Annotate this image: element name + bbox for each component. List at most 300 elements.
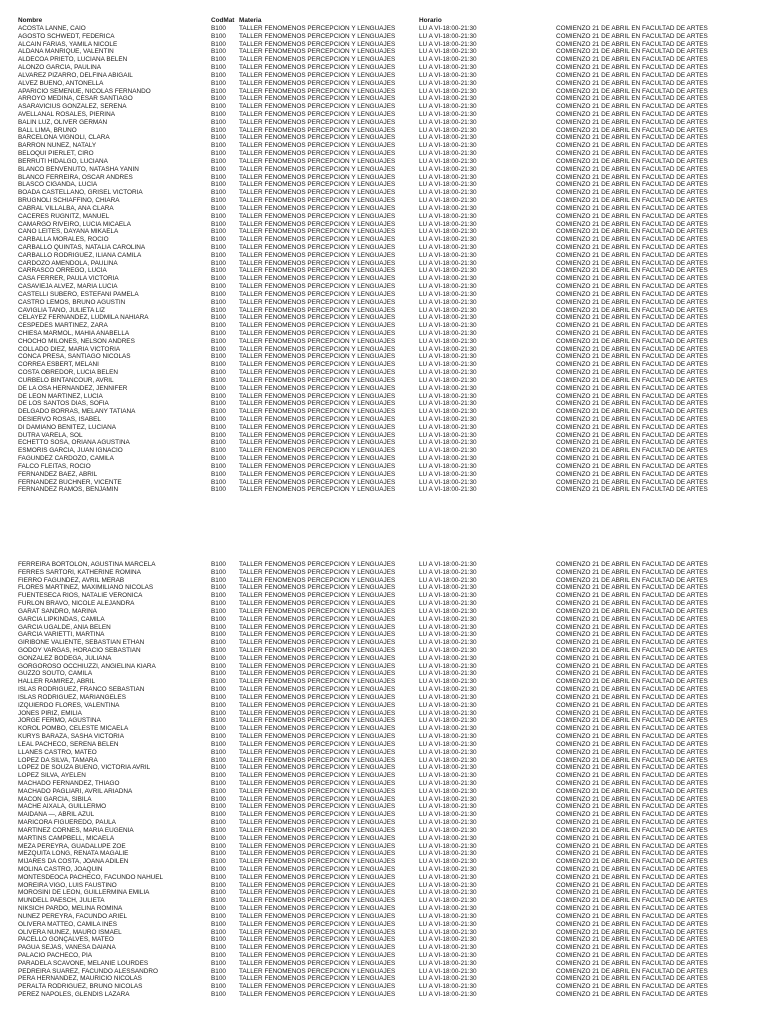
- codmat-cell: B100: [211, 600, 226, 608]
- table-row: [0, 561, 768, 569]
- codmat-cell: B100: [211, 952, 226, 959]
- observacion-cell: COMIENZO 21 DE ABRIL EN FACULTAD DE ARTES: [556, 717, 708, 725]
- codmat-cell: B100: [211, 478, 226, 486]
- horario-cell: LU A VI-18:00-21:30: [419, 71, 477, 79]
- materia-cell: TALLER FENOMENOS PERCEPCION Y LENGUAJES: [239, 32, 396, 40]
- student-name-cell: MOLINA CASTRO, JOAQUIN: [18, 865, 103, 873]
- horario-cell: LU A VI-18:00-21:30: [419, 764, 477, 772]
- horario-cell: LU A VI-18:00-21:30: [419, 157, 477, 165]
- horario-cell: LU A VI-18:00-21:30: [419, 400, 477, 408]
- materia-cell: TALLER FENOMENOS PERCEPCION Y LENGUAJES: [239, 243, 396, 251]
- horario-cell: LU A VI-18:00-21:30: [419, 181, 477, 189]
- table-row: [0, 267, 768, 275]
- student-name-cell: FAGUNDEZ CARDOZO, CAMILA: [18, 455, 114, 463]
- observacion-cell: COMIENZO 21 DE ABRIL EN FACULTAD DE ARTES: [556, 584, 708, 592]
- materia-cell: TALLER FENOMENOS PERCEPCION Y LENGUAJES: [239, 654, 396, 662]
- horario-cell: LU A VI-18:00-21:30: [419, 228, 477, 236]
- materia-cell: TALLER FENOMENOS PERCEPCION Y LENGUAJES: [239, 259, 396, 267]
- observacion-cell: COMIENZO 21 DE ABRIL EN FACULTAD DE ARTES: [556, 607, 708, 615]
- codmat-cell: B100: [211, 873, 226, 881]
- materia-cell: TALLER FENOMENOS PERCEPCION Y LENGUAJES: [239, 717, 396, 725]
- codmat-cell: B100: [211, 408, 226, 416]
- table-row: [0, 639, 768, 647]
- student-name-cell: MACHADO FERNANDEZ, THIAGO: [18, 779, 120, 787]
- table-row: [0, 479, 768, 487]
- table-row: [0, 174, 768, 182]
- codmat-cell: B100: [211, 959, 226, 967]
- codmat-cell: B100: [211, 439, 226, 447]
- observacion-cell: COMIENZO 21 DE ABRIL EN FACULTAD DE ARTES: [556, 850, 708, 858]
- student-name-cell: CASA FERRER, PAULA VICTORIA: [18, 275, 119, 283]
- observacion-cell: COMIENZO 21 DE ABRIL EN FACULTAD DE ARTES: [556, 189, 708, 197]
- table-row: [0, 127, 768, 135]
- materia-cell: TALLER FENOMENOS PERCEPCION Y LENGUAJES: [239, 150, 396, 158]
- table-row: [0, 819, 768, 827]
- table-row: [0, 181, 768, 189]
- horario-cell: LU A VI-18:00-21:30: [419, 79, 477, 87]
- materia-cell: TALLER FENOMENOS PERCEPCION Y LENGUAJES: [239, 462, 396, 470]
- student-name-cell: BLANCO FERREIRA, OSCAR ANDRES: [18, 173, 133, 181]
- codmat-cell: B100: [211, 795, 226, 803]
- horario-cell: LU A VI-18:00-21:30: [419, 834, 477, 842]
- observacion-cell: COMIENZO 21 DE ABRIL EN FACULTAD DE ARTES: [556, 478, 708, 486]
- observacion-cell: COMIENZO 21 DE ABRIL EN FACULTAD DE ARTES: [556, 865, 708, 873]
- materia-cell: TALLER FENOMENOS PERCEPCION Y LENGUAJES: [239, 701, 396, 709]
- codmat-cell: B100: [211, 290, 226, 298]
- horario-cell: LU A VI-18:00-21:30: [419, 314, 477, 322]
- table-row: [0, 72, 768, 80]
- table-row: [0, 803, 768, 811]
- student-name-cell: BERRUTI HIDALGO, LUCIANA: [18, 157, 108, 165]
- student-name-cell: CARBALLA MORALES, ROCIO: [18, 236, 109, 244]
- table-row: [0, 416, 768, 424]
- horario-cell: LU A VI-18:00-21:30: [419, 881, 477, 889]
- observacion-cell: COMIENZO 21 DE ABRIL EN FACULTAD DE ARTES: [556, 447, 708, 455]
- materia-cell: TALLER FENOMENOS PERCEPCION Y LENGUAJES: [239, 795, 396, 803]
- codmat-cell: B100: [211, 615, 226, 623]
- materia-cell: TALLER FENOMENOS PERCEPCION Y LENGUAJES: [239, 447, 396, 455]
- table-row: [0, 166, 768, 174]
- table-row: [0, 983, 768, 991]
- student-name-cell: CARDOZO AMENDOLA, PAULINA: [18, 259, 118, 267]
- observacion-cell: COMIENZO 21 DE ABRIL EN FACULTAD DE ARTES: [556, 654, 708, 662]
- horario-cell: LU A VI-18:00-21:30: [419, 725, 477, 733]
- table-row: [0, 142, 768, 150]
- observacion-cell: COMIENZO 21 DE ABRIL EN FACULTAD DE ARTES: [556, 337, 708, 345]
- student-name-cell: FIERRO FAGÚNDEZ, AVRIL MERAB: [18, 576, 125, 584]
- horario-cell: LU A VI-18:00-21:30: [419, 361, 477, 369]
- horario-cell: LU A VI-18:00-21:30: [419, 607, 477, 615]
- table-header: [0, 17, 768, 25]
- student-name-cell: BALIN LUZ, OLIVER GERMÁN: [18, 118, 108, 126]
- observacion-cell: COMIENZO 21 DE ABRIL EN FACULTAD DE ARTES: [556, 56, 708, 64]
- observacion-cell: COMIENZO 21 DE ABRIL EN FACULTAD DE ARTES: [556, 764, 708, 772]
- codmat-cell: B100: [211, 470, 226, 478]
- student-name-cell: PARADELA SCAVONE, MELANIE LOURDES: [18, 959, 149, 967]
- materia-cell: TALLER FENOMENOS PERCEPCION Y LENGUAJES: [239, 71, 396, 79]
- observacion-cell: COMIENZO 21 DE ABRIL EN FACULTAD DE ARTES: [556, 298, 708, 306]
- materia-cell: TALLER FENOMENOS PERCEPCION Y LENGUAJES: [239, 991, 396, 999]
- observacion-cell: COMIENZO 21 DE ABRIL EN FACULTAD DE ARTES: [556, 251, 708, 259]
- codmat-cell: B100: [211, 897, 226, 905]
- student-name-cell: ALONZO GARCÍA, PAULINA: [18, 64, 101, 72]
- table-row: [0, 702, 768, 710]
- horario-cell: LU A VI-18:00-21:30: [419, 592, 477, 600]
- student-name-cell: BARRON NÚÑEZ, NATALY: [18, 142, 97, 150]
- student-name-cell: MIJARES DA COSTA, JOANA ADILEN: [18, 858, 129, 866]
- observacion-cell: COMIENZO 21 DE ABRIL EN FACULTAD DE ARTES: [556, 165, 708, 173]
- table-row: [0, 322, 768, 330]
- table-row: [0, 385, 768, 393]
- student-name-cell: DELGADO BORRAS, MELANY TATIANA: [18, 408, 136, 416]
- codmat-cell: B100: [211, 462, 226, 470]
- observacion-cell: COMIENZO 21 DE ABRIL EN FACULTAD DE ARTES: [556, 803, 708, 811]
- student-name-cell: ESMORIS GARCIA, JUAN IGNACIO: [18, 447, 123, 455]
- codmat-cell: B100: [211, 733, 226, 741]
- materia-cell: TALLER FENOMENOS PERCEPCION Y LENGUAJES: [239, 181, 396, 189]
- observacion-cell: COMIENZO 21 DE ABRIL EN FACULTAD DE ARTES: [556, 95, 708, 103]
- horario-cell: LU A VI-18:00-21:30: [419, 561, 477, 568]
- observacion-cell: COMIENZO 21 DE ABRIL EN FACULTAD DE ARTES: [556, 592, 708, 600]
- horario-cell: LU A VI-18:00-21:30: [419, 654, 477, 662]
- codmat-cell: B100: [211, 126, 226, 134]
- codmat-cell: B100: [211, 865, 226, 873]
- student-name-cell: CORREA ESBERT, MELANI: [18, 361, 99, 369]
- horario-cell: LU A VI-18:00-21:30: [419, 236, 477, 244]
- horario-cell: LU A VI-18:00-21:30: [419, 126, 477, 134]
- observacion-cell: COMIENZO 21 DE ABRIL EN FACULTAD DE ARTES: [556, 462, 708, 470]
- student-name-cell: ALVAREZ PIZARRO, DELFINA ABIGAIL: [18, 71, 133, 79]
- codmat-cell: B100: [211, 259, 226, 267]
- horario-cell: LU A VI-18:00-21:30: [419, 204, 477, 212]
- table-row: [0, 48, 768, 56]
- observacion-cell: COMIENZO 21 DE ABRIL EN FACULTAD DE ARTES: [556, 486, 708, 494]
- horario-cell: LU A VI-18:00-21:30: [419, 975, 477, 983]
- horario-cell: LU A VI-18:00-21:30: [419, 384, 477, 392]
- materia-cell: TALLER FENOMENOS PERCEPCION Y LENGUAJES: [239, 881, 396, 889]
- table-row: [0, 275, 768, 283]
- materia-cell: TALLER FENOMENOS PERCEPCION Y LENGUAJES: [239, 56, 396, 64]
- observacion-cell: COMIENZO 21 DE ABRIL EN FACULTAD DE ARTES: [556, 157, 708, 165]
- table-row: [0, 975, 768, 983]
- student-name-cell: LEAL PACHECO, SERENA BELEN: [18, 740, 119, 748]
- materia-cell: TALLER FENOMENOS PERCEPCION Y LENGUAJES: [239, 686, 396, 694]
- horario-cell: LU A VI-18:00-21:30: [419, 717, 477, 725]
- codmat-cell: B100: [211, 103, 226, 111]
- table-row: [0, 725, 768, 733]
- student-name-cell: ALDANA MANRIQUE, VALENTIN: [18, 48, 114, 56]
- observacion-cell: COMIENZO 21 DE ABRIL EN FACULTAD DE ARTES: [556, 678, 708, 686]
- student-name-cell: CAMARGO RIVEIRO, LUCIA MICAELA: [18, 220, 131, 228]
- table-row: [0, 788, 768, 796]
- codmat-cell: B100: [211, 991, 226, 999]
- codmat-cell: B100: [211, 912, 226, 920]
- horario-cell: LU A VI-18:00-21:30: [419, 600, 477, 608]
- codmat-cell: B100: [211, 967, 226, 975]
- student-name-cell: MACHE AIXALÁ, GUILLERMO: [18, 803, 107, 811]
- horario-cell: LU A VI-18:00-21:30: [419, 95, 477, 103]
- horario-cell: LU A VI-18:00-21:30: [419, 693, 477, 701]
- horario-cell: LU A VI-18:00-21:30: [419, 842, 477, 850]
- codmat-cell: B100: [211, 936, 226, 944]
- codmat-cell: B100: [211, 717, 226, 725]
- observacion-cell: COMIENZO 21 DE ABRIL EN FACULTAD DE ARTES: [556, 623, 708, 631]
- table-row: [0, 353, 768, 361]
- student-name-cell: BOADA CASTELLANO, GRISEL VICTORIA: [18, 189, 143, 197]
- materia-cell: TALLER FENOMENOS PERCEPCION Y LENGUAJES: [239, 134, 396, 142]
- codmat-cell: B100: [211, 376, 226, 384]
- codmat-cell: B100: [211, 631, 226, 639]
- table-row: [0, 377, 768, 385]
- observacion-cell: COMIENZO 21 DE ABRIL EN FACULTAD DE ARTES: [556, 314, 708, 322]
- codmat-cell: B100: [211, 455, 226, 463]
- materia-cell: TALLER FENOMENOS PERCEPCION Y LENGUAJES: [239, 662, 396, 670]
- student-name-cell: CASTRO LEMOS, BRUNO AGUSTIN: [18, 298, 126, 306]
- student-name-cell: GONZALEZ BODEGA, JULIANA: [18, 654, 112, 662]
- materia-cell: TALLER FENOMENOS PERCEPCION Y LENGUAJES: [239, 865, 396, 873]
- materia-cell: TALLER FENOMENOS PERCEPCION Y LENGUAJES: [239, 826, 396, 834]
- table-row: [0, 64, 768, 72]
- materia-cell: TALLER FENOMENOS PERCEPCION Y LENGUAJES: [239, 142, 396, 150]
- horario-cell: LU A VI-18:00-21:30: [419, 376, 477, 384]
- codmat-cell: B100: [211, 79, 226, 87]
- student-name-cell: BALL LIMA, BRUNO: [18, 126, 77, 134]
- student-name-cell: MARTÍNEZ CORNES, MARIA EUGENIA: [18, 826, 134, 834]
- observacion-cell: COMIENZO 21 DE ABRIL EN FACULTAD DE ARTES: [556, 197, 708, 205]
- observacion-cell: COMIENZO 21 DE ABRIL EN FACULTAD DE ARTES: [556, 118, 708, 126]
- table-row: [0, 119, 768, 127]
- observacion-cell: COMIENZO 21 DE ABRIL EN FACULTAD DE ARTES: [556, 40, 708, 48]
- horario-cell: LU A VI-18:00-21:30: [419, 64, 477, 72]
- student-name-cell: ALVEZ BUENO, ANTONELLA: [18, 79, 104, 87]
- observacion-cell: COMIENZO 21 DE ABRIL EN FACULTAD DE ARTES: [556, 392, 708, 400]
- table-row: [0, 663, 768, 671]
- materia-cell: TALLER FENOMENOS PERCEPCION Y LENGUAJES: [239, 48, 396, 56]
- table-row: [0, 307, 768, 315]
- student-name-cell: COLLADO DIEZ, MARIA VICTORIA: [18, 345, 121, 353]
- observacion-cell: COMIENZO 21 DE ABRIL EN FACULTAD DE ARTES: [556, 306, 708, 314]
- materia-cell: TALLER FENOMENOS PERCEPCION Y LENGUAJES: [239, 95, 396, 103]
- observacion-cell: COMIENZO 21 DE ABRIL EN FACULTAD DE ARTES: [556, 740, 708, 748]
- student-name-cell: CELAYEZ FERNÁNDEZ, LUDMILA NAHIARA: [18, 314, 149, 322]
- table-row: [0, 56, 768, 64]
- horario-cell: LU A VI-18:00-21:30: [419, 353, 477, 361]
- codmat-cell: B100: [211, 314, 226, 322]
- horario-cell: LU A VI-18:00-21:30: [419, 298, 477, 306]
- materia-cell: TALLER FENOMENOS PERCEPCION Y LENGUAJES: [239, 803, 396, 811]
- table-row: [0, 749, 768, 757]
- student-name-cell: MACHADO PAGLIARI, AVRIL ARIADNA: [18, 787, 133, 795]
- codmat-cell: B100: [211, 740, 226, 748]
- student-name-cell: GARCIA UGALDE, ANIA BELEN: [18, 623, 111, 631]
- table-row: [0, 338, 768, 346]
- materia-cell: TALLER FENOMENOS PERCEPCION Y LENGUAJES: [239, 748, 396, 756]
- horario-cell: LU A VI-18:00-21:30: [419, 56, 477, 64]
- codmat-cell: B100: [211, 134, 226, 142]
- materia-cell: TALLER FENOMENOS PERCEPCION Y LENGUAJES: [239, 834, 396, 842]
- materia-cell: TALLER FENOMENOS PERCEPCION Y LENGUAJES: [239, 384, 396, 392]
- horario-cell: LU A VI-18:00-21:30: [419, 275, 477, 283]
- codmat-cell: B100: [211, 607, 226, 615]
- table-row: [0, 968, 768, 976]
- observacion-cell: COMIENZO 21 DE ABRIL EN FACULTAD DE ARTES: [556, 952, 708, 959]
- table-row: [0, 764, 768, 772]
- horario-cell: LU A VI-18:00-21:30: [419, 686, 477, 694]
- table-row: [0, 944, 768, 952]
- materia-cell: TALLER FENOMENOS PERCEPCION Y LENGUAJES: [239, 584, 396, 592]
- horario-cell: LU A VI-18:00-21:30: [419, 103, 477, 111]
- observacion-cell: COMIENZO 21 DE ABRIL EN FACULTAD DE ARTES: [556, 173, 708, 181]
- observacion-cell: COMIENZO 21 DE ABRIL EN FACULTAD DE ARTES: [556, 983, 708, 991]
- table-row: [0, 936, 768, 944]
- table-row: [0, 111, 768, 119]
- table-row: [0, 757, 768, 765]
- observacion-cell: COMIENZO 21 DE ABRIL EN FACULTAD DE ARTES: [556, 889, 708, 897]
- observacion-cell: COMIENZO 21 DE ABRIL EN FACULTAD DE ARTES: [556, 290, 708, 298]
- student-name-cell: MACON GARCIA, SIBILA: [18, 795, 92, 803]
- table-row: [0, 921, 768, 929]
- table-row: [0, 346, 768, 354]
- table-row: [0, 694, 768, 702]
- codmat-cell: B100: [211, 756, 226, 764]
- horario-cell: LU A VI-18:00-21:30: [419, 865, 477, 873]
- codmat-cell: B100: [211, 662, 226, 670]
- horario-cell: LU A VI-18:00-21:30: [419, 662, 477, 670]
- horario-cell: LU A VI-18:00-21:30: [419, 928, 477, 936]
- table-row: [0, 158, 768, 166]
- horario-cell: LU A VI-18:00-21:30: [419, 889, 477, 897]
- materia-cell: TALLER FENOMENOS PERCEPCION Y LENGUAJES: [239, 779, 396, 787]
- student-name-cell: LÓPEZ SILVA, AYELÉN: [18, 772, 86, 780]
- table-row: [0, 717, 768, 725]
- table-row: [0, 33, 768, 41]
- horario-cell: LU A VI-18:00-21:30: [419, 345, 477, 353]
- observacion-cell: COMIENZO 21 DE ABRIL EN FACULTAD DE ARTES: [556, 71, 708, 79]
- codmat-cell: B100: [211, 197, 226, 205]
- observacion-cell: COMIENZO 21 DE ABRIL EN FACULTAD DE ARTES: [556, 400, 708, 408]
- horario-cell: LU A VI-18:00-21:30: [419, 306, 477, 314]
- codmat-cell: B100: [211, 267, 226, 275]
- table-row: [0, 905, 768, 913]
- table-row: [0, 678, 768, 686]
- horario-cell: LU A VI-18:00-21:30: [419, 952, 477, 959]
- horario-cell: LU A VI-18:00-21:30: [419, 772, 477, 780]
- materia-cell: TALLER FENOMENOS PERCEPCION Y LENGUAJES: [239, 236, 396, 244]
- table-row: [0, 408, 768, 416]
- codmat-cell: B100: [211, 647, 226, 655]
- table-row: [0, 608, 768, 616]
- horario-cell: LU A VI-18:00-21:30: [419, 756, 477, 764]
- codmat-cell: B100: [211, 889, 226, 897]
- materia-cell: TALLER FENOMENOS PERCEPCION Y LENGUAJES: [239, 345, 396, 353]
- codmat-cell: B100: [211, 369, 226, 377]
- table-row: [0, 741, 768, 749]
- codmat-cell: B100: [211, 173, 226, 181]
- materia-cell: TALLER FENOMENOS PERCEPCION Y LENGUAJES: [239, 787, 396, 795]
- table-row: [0, 260, 768, 268]
- materia-cell: TALLER FENOMENOS PERCEPCION Y LENGUAJES: [239, 408, 396, 416]
- student-name-cell: PACELLO GONÇALVES, MATEO: [18, 936, 114, 944]
- student-name-cell: GORGOROSO OCCHIUZZI, ANGIELINA KIARA: [18, 662, 156, 670]
- observacion-cell: COMIENZO 21 DE ABRIL EN FACULTAD DE ARTES: [556, 150, 708, 158]
- materia-cell: TALLER FENOMENOS PERCEPCION Y LENGUAJES: [239, 103, 396, 111]
- student-name-cell: MEZA PEREYRA, GUADALUPE ZOE: [18, 842, 126, 850]
- table-row: [0, 291, 768, 299]
- table-row: [0, 283, 768, 291]
- student-name-cell: CURBELO BINTANCOUR, AVRIL: [18, 376, 114, 384]
- observacion-cell: COMIENZO 21 DE ABRIL EN FACULTAD DE ARTES: [556, 709, 708, 717]
- table-row: [0, 796, 768, 804]
- observacion-cell: COMIENZO 21 DE ABRIL EN FACULTAD DE ARTES: [556, 236, 708, 244]
- codmat-cell: B100: [211, 686, 226, 694]
- student-name-cell: MEZQUITA LONG, RENATA MAGALIE: [18, 850, 129, 858]
- horario-cell: LU A VI-18:00-21:30: [419, 740, 477, 748]
- materia-cell: TALLER FENOMENOS PERCEPCION Y LENGUAJES: [239, 87, 396, 95]
- table-row: [0, 432, 768, 440]
- observacion-cell: COMIENZO 21 DE ABRIL EN FACULTAD DE ARTES: [556, 693, 708, 701]
- student-name-cell: CARRASCO ORREGO, LUCÍA: [18, 267, 107, 275]
- materia-cell: TALLER FENOMENOS PERCEPCION Y LENGUAJES: [239, 850, 396, 858]
- observacion-cell: COMIENZO 21 DE ABRIL EN FACULTAD DE ARTES: [556, 811, 708, 819]
- student-name-cell: HALLER RAMIREZ, ABRIL: [18, 678, 96, 686]
- materia-cell: TALLER FENOMENOS PERCEPCION Y LENGUAJES: [239, 79, 396, 87]
- horario-cell: LU A VI-18:00-21:30: [419, 423, 477, 431]
- codmat-cell: B100: [211, 56, 226, 64]
- materia-cell: TALLER FENOMENOS PERCEPCION Y LENGUAJES: [239, 631, 396, 639]
- table-row: [0, 330, 768, 338]
- horario-cell: LU A VI-18:00-21:30: [419, 470, 477, 478]
- horario-cell: LU A VI-18:00-21:30: [419, 959, 477, 967]
- student-name-cell: AVELLANAL ROSALES, PIERINA: [18, 111, 115, 119]
- materia-cell: TALLER FENOMENOS PERCEPCION Y LENGUAJES: [239, 733, 396, 741]
- observacion-cell: COMIENZO 21 DE ABRIL EN FACULTAD DE ARTES: [556, 431, 708, 439]
- student-name-cell: PÉREZ NÁPOLES, GLENDIS LÁZARA: [18, 991, 130, 999]
- horario-cell: LU A VI-18:00-21:30: [419, 967, 477, 975]
- codmat-cell: B100: [211, 561, 226, 568]
- materia-cell: TALLER FENOMENOS PERCEPCION Y LENGUAJES: [239, 369, 396, 377]
- materia-cell: TALLER FENOMENOS PERCEPCION Y LENGUAJES: [239, 314, 396, 322]
- header-horario: Horario: [419, 17, 442, 24]
- materia-cell: TALLER FENOMENOS PERCEPCION Y LENGUAJES: [239, 25, 396, 32]
- observacion-cell: COMIENZO 21 DE ABRIL EN FACULTAD DE ARTES: [556, 748, 708, 756]
- student-name-cell: MAIDANA —, ABRIL AZUL: [18, 811, 95, 819]
- materia-cell: TALLER FENOMENOS PERCEPCION Y LENGUAJES: [239, 220, 396, 228]
- table-row: [0, 205, 768, 213]
- observacion-cell: COMIENZO 21 DE ABRIL EN FACULTAD DE ARTES: [556, 670, 708, 678]
- materia-cell: TALLER FENOMENOS PERCEPCION Y LENGUAJES: [239, 975, 396, 983]
- observacion-cell: COMIENZO 21 DE ABRIL EN FACULTAD DE ARTES: [556, 686, 708, 694]
- student-name-cell: ISLAS RODRIGUEZ, MARIANGELES: [18, 693, 126, 701]
- table-row: [0, 913, 768, 921]
- horario-cell: LU A VI-18:00-21:30: [419, 197, 477, 205]
- horario-cell: LU A VI-18:00-21:30: [419, 48, 477, 56]
- observacion-cell: COMIENZO 21 DE ABRIL EN FACULTAD DE ARTES: [556, 134, 708, 142]
- horario-cell: LU A VI-18:00-21:30: [419, 251, 477, 259]
- table-row: [0, 889, 768, 897]
- table-row: [0, 647, 768, 655]
- student-name-cell: BELOQUI PIERLET, CIRO: [18, 150, 94, 158]
- observacion-cell: COMIENZO 21 DE ABRIL EN FACULTAD DE ARTES: [556, 204, 708, 212]
- student-name-cell: DESIERVO ROSAS, ISABEL: [18, 416, 101, 423]
- materia-cell: TALLER FENOMENOS PERCEPCION Y LENGUAJES: [239, 361, 396, 369]
- observacion-cell: COMIENZO 21 DE ABRIL EN FACULTAD DE ARTES: [556, 639, 708, 647]
- observacion-cell: COMIENZO 21 DE ABRIL EN FACULTAD DE ARTES: [556, 48, 708, 56]
- observacion-cell: COMIENZO 21 DE ABRIL EN FACULTAD DE ARTES: [556, 662, 708, 670]
- codmat-cell: B100: [211, 842, 226, 850]
- materia-cell: TALLER FENOMENOS PERCEPCION Y LENGUAJES: [239, 251, 396, 259]
- materia-cell: TALLER FENOMENOS PERCEPCION Y LENGUAJES: [239, 819, 396, 827]
- student-name-cell: JORGE FERMO, AGUSTINA: [18, 717, 101, 725]
